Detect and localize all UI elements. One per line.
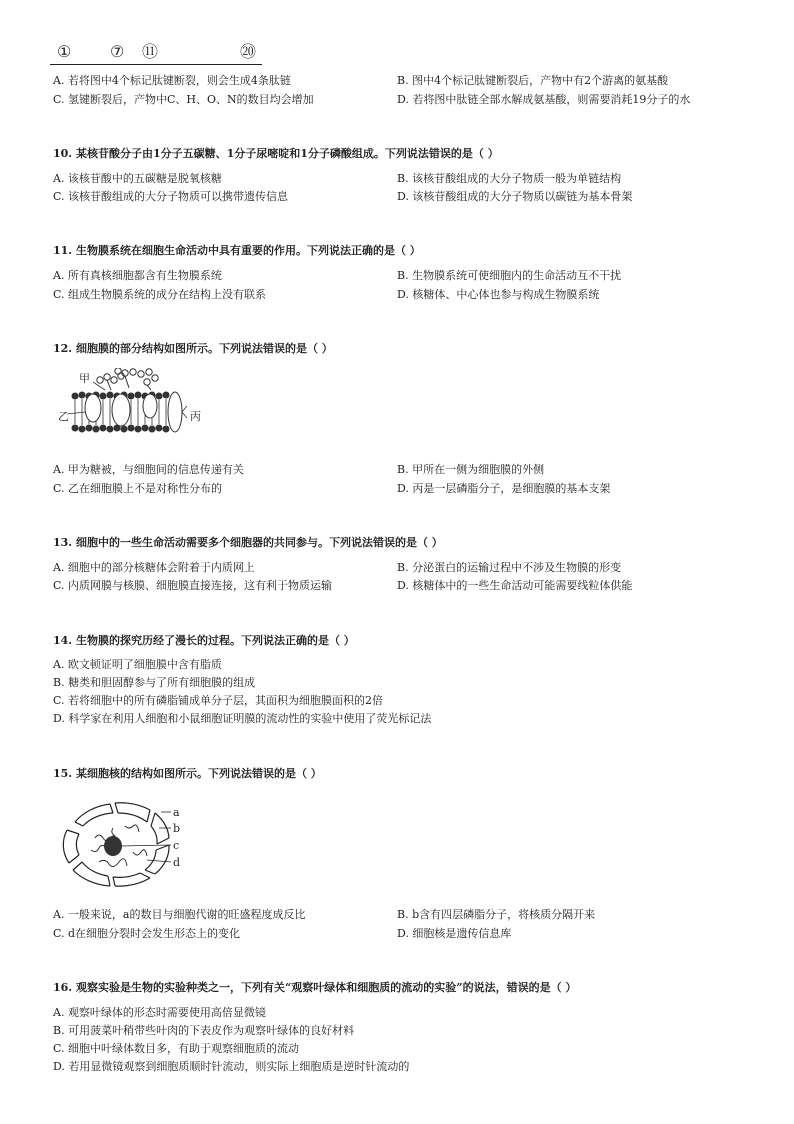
label-b: b: [173, 822, 181, 835]
q12-option-a: A. 甲为糖被，与细胞间的信息传递有关: [53, 463, 244, 476]
cell-nucleus-figure: [55, 800, 185, 895]
q12-option-b: B. 甲所在一侧为细胞膜的外侧: [397, 463, 545, 476]
marker-11: ⑪: [142, 42, 159, 61]
label-yi: 乙: [58, 410, 69, 423]
q11-option-b: B. 生物膜系统可使细胞内的生命活动互不干扰: [397, 269, 622, 282]
q15-option-c: C. d在细胞分裂时会发生形态上的变化: [53, 927, 241, 940]
q10-option-c: C. 该核苷酸组成的大分子物质可以携带遗传信息: [53, 190, 289, 203]
q14-option-c: C. 若将细胞中的所有磷脂铺成单分子层，其面积为细胞膜面积的2倍: [53, 694, 384, 707]
q13-option-a: A. 细胞中的部分核糖体会附着于内质网上: [53, 561, 255, 574]
label-jia: 甲: [79, 372, 90, 385]
peptide-marker-row: [50, 42, 262, 65]
label-bing: 丙: [190, 410, 201, 423]
q11-option-a: A. 所有真核细胞都含有生物膜系统: [53, 269, 222, 282]
q10-option-a: A. 该核苷酸中的五碳糖是脱氧核糖: [53, 172, 222, 185]
q15-option-d: D. 细胞核是遗传信息库: [397, 927, 512, 940]
label-c: c: [173, 839, 180, 852]
q13-option-c: C. 内质网膜与核膜、细胞膜直接连接，这有利于物质运输: [53, 579, 333, 592]
question-13-stem: 13. 细胞中的一些生命活动需要多个细胞器的共同参与。下列说法错误的是（ ）: [53, 536, 443, 549]
q15-option-a: A. 一般来说，a的数目与细胞代谢的旺盛程度成反比: [53, 908, 306, 921]
q13-option-d: D. 核糖体中的一些生命活动可能需要线粒体供能: [397, 579, 633, 592]
marker-1: ①: [57, 42, 72, 61]
option-c: C. 氢键断裂后，产物中C、H、O、N的数目均会增加: [53, 93, 314, 106]
q16-option-d: D. 若用显微镜观察到细胞质顺时针流动，则实际上细胞质是逆时针流动的: [53, 1060, 410, 1073]
option-d: D. 若将图中肽链全部水解成氨基酸，则需要消耗19分子的水: [397, 93, 691, 106]
q14-option-b: B. 糖类和胆固醇参与了所有细胞膜的组成: [53, 676, 256, 689]
question-11-stem: 11. 生物膜系统在细胞生命活动中具有重要的作用。下列说法正确的是（ ）: [53, 244, 421, 257]
marker-7: ⑦: [110, 42, 125, 61]
q13-option-b: B. 分泌蛋白的运输过程中不涉及生物膜的形变: [397, 561, 622, 574]
question-16-stem: 16. 观察实验是生物的实验种类之一，下列有关“观察叶绿体和细胞质的流动的实验”的说法，错误的是（ ）: [53, 981, 577, 994]
q16-option-b: B. 可用菠菜叶稍带些叶肉的下表皮作为观察叶绿体的良好材料: [53, 1024, 355, 1037]
marker-20: ⑳: [240, 42, 257, 61]
label-a: a: [173, 806, 180, 819]
q12-option-d: D. 丙是一层磷脂分子，是细胞膜的基本支架: [397, 482, 611, 495]
q11-option-c: C. 组成生物膜系统的成分在结构上没有联系: [53, 288, 267, 301]
question-12-stem: 12. 细胞膜的部分结构如图所示。下列说法错误的是（ ）: [53, 342, 333, 355]
q16-option-a: A. 观察叶绿体的形态时需要使用高倍显微镜: [53, 1006, 266, 1019]
cell-membrane-figure: [55, 368, 205, 448]
q14-option-d: D. 科学家在利用人细胞和小鼠细胞证明膜的流动性的实验中使用了荧光标记法: [53, 712, 432, 725]
q12-option-c: C. 乙在细胞膜上不是对称性分布的: [53, 482, 223, 495]
question-10-stem: 10. 某核苷酸分子由1分子五碳糖、1分子尿嘧啶和1分子磷酸组成。下列说法错误的是（ ）: [53, 147, 499, 160]
q10-option-b: B. 该核苷酸组成的大分子物质一般为单链结构: [397, 172, 622, 185]
option-a: A. 若将图中4个标记肽键断裂，则会生成4条肽链: [53, 74, 291, 87]
question-15-stem: 15. 某细胞核的结构如图所示。下列说法错误的是（ ）: [53, 767, 322, 780]
option-b: B. 图中4个标记肽键断裂后，产物中有2个游离的氨基酸: [397, 74, 669, 87]
q10-option-d: D. 该核苷酸组成的大分子物质以碳链为基本骨架: [397, 190, 633, 203]
q16-option-c: C. 细胞中叶绿体数目多，有助于观察细胞质的流动: [53, 1042, 300, 1055]
q11-option-d: D. 核糖体、中心体也参与构成生物膜系统: [397, 288, 600, 301]
q15-option-b: B. b含有四层磷脂分子，将核质分隔开来: [397, 908, 596, 921]
question-14-stem: 14. 生物膜的探究历经了漫长的过程。下列说法正确的是（ ）: [53, 634, 355, 647]
label-d: d: [173, 856, 181, 869]
q14-option-a: A. 欧文顿证明了细胞膜中含有脂质: [53, 658, 222, 671]
